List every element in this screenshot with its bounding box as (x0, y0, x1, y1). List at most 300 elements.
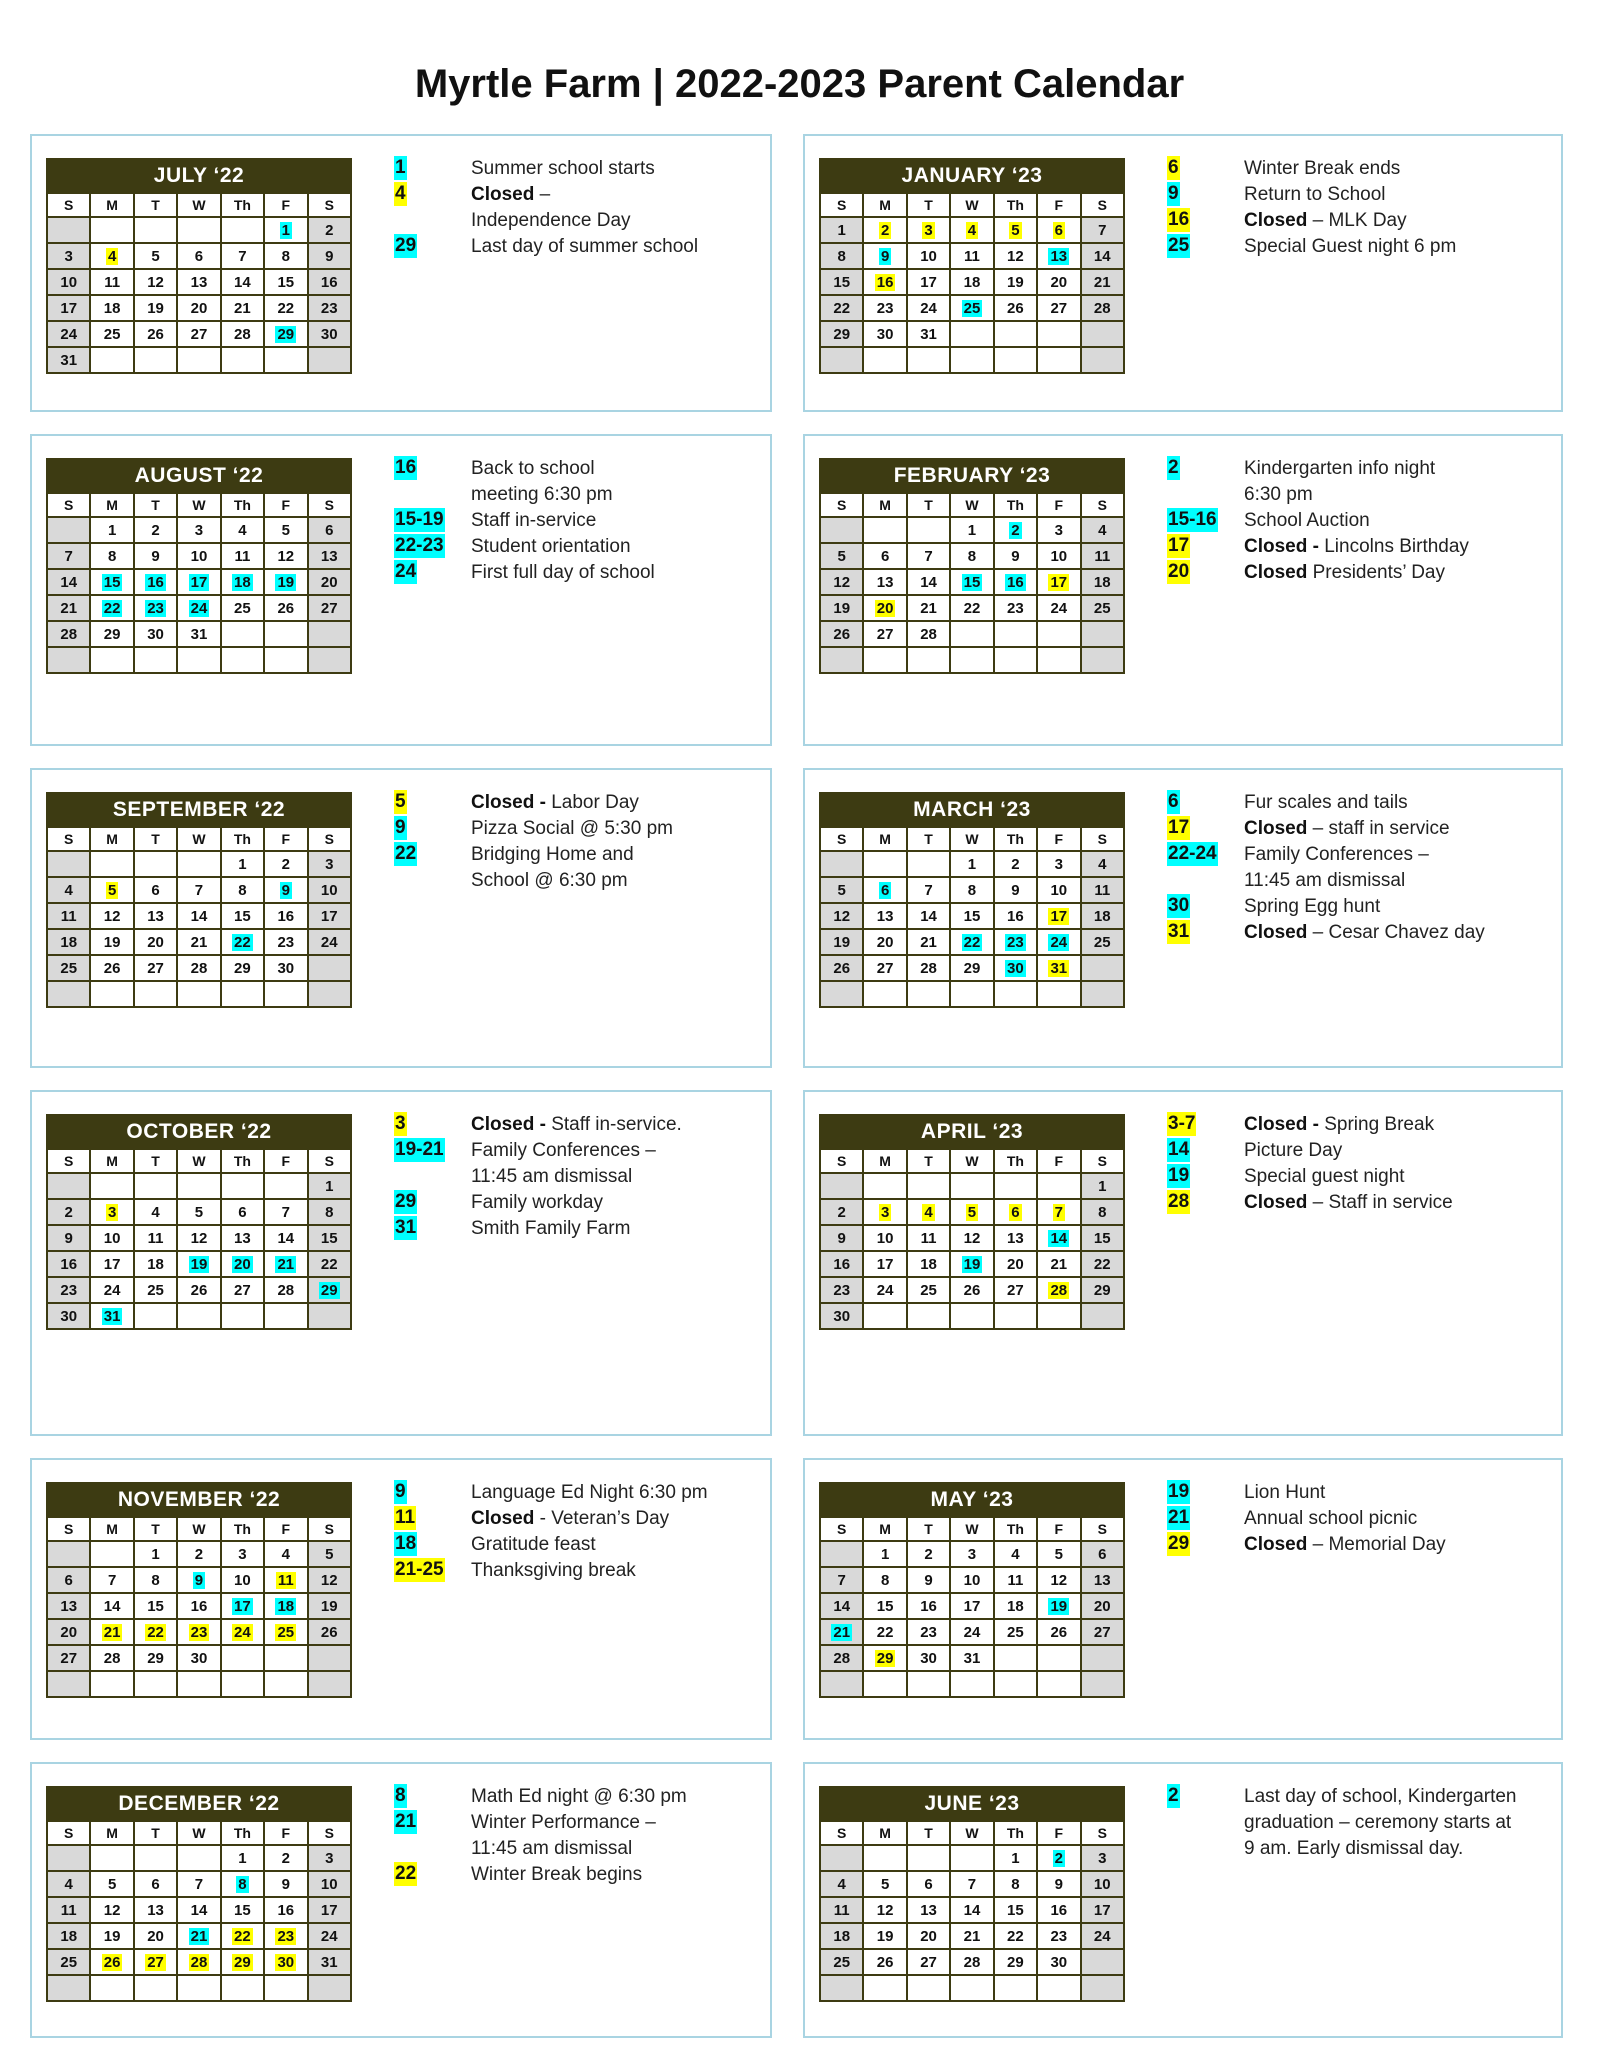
empty-day (264, 621, 307, 647)
calendar-day: 10 (90, 1225, 133, 1251)
month-calendar (46, 458, 352, 674)
calendar-day: 15 (308, 1225, 351, 1251)
calendar-day: 13 (177, 269, 220, 295)
month-panel (803, 768, 1563, 1068)
event-description: Fur scales and tails (1244, 792, 1408, 813)
highlighted-day: 9 (281, 881, 290, 899)
calendar-day: 31 (907, 321, 950, 347)
event-item (394, 816, 764, 842)
event-date: 15-19 (395, 509, 444, 530)
calendar-day: 26 (820, 955, 863, 981)
highlighted-day: 17 (190, 573, 208, 591)
event-closed-label: Closed (1244, 922, 1308, 943)
event-item (1167, 790, 1555, 816)
weekday-header: F (1037, 1821, 1080, 1845)
event-item (394, 1190, 764, 1216)
highlighted-day: 2 (880, 221, 890, 239)
empty-day (90, 647, 133, 673)
highlighted-day: 23 (1007, 933, 1024, 951)
weekday-header: S (1081, 1821, 1124, 1845)
highlighted-day: 22 (234, 933, 251, 951)
event-closed-label: Closed - (471, 1114, 552, 1135)
calendar-day: 2 (994, 851, 1037, 877)
event-list (394, 156, 764, 260)
calendar-day: 25 (90, 321, 133, 347)
empty-day (820, 981, 863, 1007)
weekday-header: M (863, 1821, 906, 1845)
calendar-day: 9 (994, 877, 1037, 903)
event-date: 11 (395, 1507, 416, 1528)
calendar-day: 12 (820, 903, 863, 929)
event-description: School @ 6:30 pm (471, 870, 628, 891)
calendar-day (177, 1567, 220, 1593)
highlighted-day: 28 (1050, 1281, 1068, 1299)
highlighted-day: 20 (234, 1255, 251, 1273)
calendar-day: 1 (90, 517, 133, 543)
event-item (394, 208, 764, 234)
event-description: Language Ed Night 6:30 pm (471, 1482, 708, 1503)
calendar-day: 11 (134, 1225, 177, 1251)
empty-day (90, 217, 133, 243)
event-item (1167, 1190, 1555, 1216)
weekday-header: Th (221, 193, 264, 217)
calendar-day: 18 (134, 1251, 177, 1277)
calendar-day: 20 (134, 1923, 177, 1949)
event-item (394, 1216, 764, 1242)
calendar-day: 5 (177, 1199, 220, 1225)
empty-day (264, 347, 307, 373)
calendar-day: 6 (134, 877, 177, 903)
calendar-day: 29 (90, 621, 133, 647)
event-date: 19 (1168, 1481, 1190, 1502)
calendar-day (264, 1593, 307, 1619)
calendar-day: 18 (47, 1923, 90, 1949)
calendar-day: 14 (90, 1593, 133, 1619)
empty-day (1081, 1303, 1124, 1329)
calendar-day (264, 1251, 307, 1277)
event-list (1167, 1784, 1555, 1862)
calendar-day: 23 (820, 1277, 863, 1303)
weekday-header: F (1037, 493, 1080, 517)
calendar-day (264, 877, 307, 903)
empty-day (221, 981, 264, 1007)
calendar-day: 29 (221, 955, 264, 981)
event-closed-label: Closed (1244, 562, 1308, 583)
calendar-day: 15 (950, 903, 993, 929)
event-date: 6 (1168, 791, 1179, 812)
highlighted-day: 29 (876, 1649, 894, 1667)
calendar-day: 7 (820, 1567, 863, 1593)
month-calendar (819, 1114, 1125, 1330)
calendar-day: 25 (1081, 929, 1124, 955)
event-list (394, 456, 764, 586)
event-text (1244, 182, 1386, 208)
empty-day (820, 851, 863, 877)
calendar-day: 12 (90, 1897, 133, 1923)
calendar-day: 25 (47, 1949, 90, 1975)
event-list (394, 790, 764, 894)
calendar-day: 21 (47, 595, 90, 621)
calendar-day (221, 929, 264, 955)
empty-day (820, 647, 863, 673)
calendar-day: 27 (994, 1277, 1037, 1303)
event-description: Pizza Social @ 5:30 pm (471, 818, 673, 839)
calendar-day (90, 595, 133, 621)
calendar-day: 24 (308, 1923, 351, 1949)
event-text (471, 1810, 656, 1836)
event-description: – Memorial Day (1307, 1534, 1446, 1555)
calendar-day: 16 (1037, 1897, 1080, 1923)
calendar-day (1037, 929, 1080, 955)
month-panel (30, 1090, 772, 1436)
calendar-day: 21 (221, 295, 264, 321)
event-item (394, 1836, 764, 1862)
event-text (1244, 816, 1450, 842)
event-item (394, 534, 764, 560)
calendar-day: 4 (1081, 851, 1124, 877)
empty-day (1081, 647, 1124, 673)
calendar-day: 28 (221, 321, 264, 347)
event-text (471, 1112, 682, 1138)
highlighted-day: 3 (924, 221, 933, 239)
event-list (1167, 1112, 1555, 1216)
calendar-day: 16 (907, 1593, 950, 1619)
calendar-day: 24 (47, 321, 90, 347)
weekday-header: S (820, 1821, 863, 1845)
empty-day (863, 851, 906, 877)
calendar-day: 17 (907, 269, 950, 295)
calendar-day: 21 (950, 1923, 993, 1949)
calendar-day: 24 (308, 929, 351, 955)
weekday-header: M (863, 1149, 906, 1173)
empty-day (90, 347, 133, 373)
calendar-day: 1 (994, 1845, 1037, 1871)
event-date: 18 (395, 1533, 417, 1554)
empty-day (264, 647, 307, 673)
highlighted-day: 22 (103, 599, 121, 617)
event-date: 24 (395, 561, 417, 582)
event-text (1244, 920, 1485, 946)
event-description: Lion Hunt (1244, 1482, 1326, 1503)
event-description: Family workday (471, 1192, 603, 1213)
month-title: NOVEMBER ‘22 (47, 1483, 351, 1517)
calendar-day: 9 (820, 1225, 863, 1251)
weekday-header: M (863, 1517, 906, 1541)
event-description: Presidents’ Day (1307, 562, 1445, 583)
empty-day (221, 217, 264, 243)
weekday-header: S (308, 827, 351, 851)
calendar-day: 17 (308, 1897, 351, 1923)
event-text (1244, 1164, 1405, 1190)
event-description: Staff in-service. (551, 1114, 682, 1135)
highlighted-day: 24 (1050, 933, 1068, 951)
empty-day (950, 347, 993, 373)
calendar-day (994, 217, 1037, 243)
highlighted-day: 21 (833, 1623, 851, 1641)
event-date: 17 (1168, 535, 1190, 556)
calendar-day (90, 877, 133, 903)
calendar-day (950, 569, 993, 595)
weekday-header: S (308, 1821, 351, 1845)
calendar-day (1037, 243, 1080, 269)
calendar-day (994, 929, 1037, 955)
weekday-header: T (134, 1821, 177, 1845)
empty-day (950, 321, 993, 347)
event-description: First full day of school (471, 562, 655, 583)
empty-day (1037, 981, 1080, 1007)
empty-day (134, 1845, 177, 1871)
empty-day (1037, 1671, 1080, 1697)
calendar-day: 7 (177, 877, 220, 903)
event-text (471, 842, 634, 868)
highlighted-day: 23 (190, 1623, 208, 1641)
event-item (1167, 1138, 1555, 1164)
event-date: 29 (395, 1191, 417, 1212)
empty-day (47, 1845, 90, 1871)
event-date: 22-24 (1168, 843, 1217, 864)
calendar-day (264, 217, 307, 243)
empty-day (134, 1671, 177, 1697)
weekday-header: W (950, 1821, 993, 1845)
weekday-header: S (1081, 1517, 1124, 1541)
month-calendar (819, 1482, 1125, 1698)
weekday-header: Th (221, 1517, 264, 1541)
calendar-day: 24 (90, 1277, 133, 1303)
calendar-day: 21 (907, 595, 950, 621)
empty-day (863, 347, 906, 373)
event-description: Last day of summer school (471, 236, 699, 257)
calendar-day: 7 (47, 543, 90, 569)
calendar-day: 17 (308, 903, 351, 929)
weekday-header: W (950, 193, 993, 217)
empty-day (950, 1173, 993, 1199)
calendar-day: 22 (820, 295, 863, 321)
empty-day (863, 1975, 906, 2001)
calendar-day: 4 (134, 1199, 177, 1225)
month-panel (803, 1090, 1563, 1436)
calendar-day: 1 (820, 217, 863, 243)
calendar-day: 28 (264, 1277, 307, 1303)
empty-day (1037, 1173, 1080, 1199)
month-title: OCTOBER ‘22 (47, 1115, 351, 1149)
highlighted-day: 4 (924, 1203, 933, 1221)
calendar-day: 15 (820, 269, 863, 295)
highlighted-day: 23 (147, 599, 164, 617)
calendar-day: 13 (994, 1225, 1037, 1251)
highlighted-day: 19 (963, 1255, 981, 1273)
event-item (394, 508, 764, 534)
weekday-header: T (907, 827, 950, 851)
calendar-day (177, 1619, 220, 1645)
event-date: 8 (395, 1785, 406, 1806)
calendar-day: 12 (820, 569, 863, 595)
calendar-day: 7 (221, 243, 264, 269)
month-panel (803, 134, 1563, 412)
event-description: Lincolns Birthday (1324, 536, 1469, 557)
calendar-day (863, 243, 906, 269)
empty-day (994, 981, 1037, 1007)
month-panel (30, 434, 772, 746)
highlighted-day: 24 (234, 1623, 251, 1641)
weekday-header: W (177, 1821, 220, 1845)
weekday-header: S (47, 1517, 90, 1541)
weekday-header: W (950, 1149, 993, 1173)
empty-day (994, 1645, 1037, 1671)
event-description: 11:45 am dismissal (471, 1166, 633, 1187)
event-item (1167, 1784, 1555, 1810)
event-text (1244, 508, 1370, 534)
calendar-day: 15 (863, 1593, 906, 1619)
calendar-day: 9 (264, 1871, 307, 1897)
event-description: 6:30 pm (1244, 484, 1313, 505)
empty-day (177, 647, 220, 673)
calendar-day: 2 (820, 1199, 863, 1225)
event-description: – (534, 184, 551, 205)
calendar-day: 13 (47, 1593, 90, 1619)
calendar-day: 3 (1037, 517, 1080, 543)
month-title: FEBRUARY ‘23 (820, 459, 1124, 493)
calendar-day (177, 569, 220, 595)
calendar-day (820, 1619, 863, 1645)
weekday-header: F (264, 1517, 307, 1541)
event-date: 19 (1168, 1165, 1190, 1186)
calendar-day: 15 (221, 1897, 264, 1923)
calendar-day: 23 (994, 595, 1037, 621)
event-text (1244, 1480, 1325, 1506)
highlighted-day: 29 (234, 1953, 251, 1971)
empty-day (308, 1645, 351, 1671)
calendar-day: 29 (820, 321, 863, 347)
month-calendar (46, 1786, 352, 2002)
event-item (394, 1810, 764, 1836)
calendar-day: 26 (1037, 1619, 1080, 1645)
event-description: Winter Performance – (471, 1812, 656, 1833)
event-date: 22 (395, 843, 417, 864)
empty-day (308, 1671, 351, 1697)
calendar-day: 10 (1037, 543, 1080, 569)
calendar-day (308, 1277, 351, 1303)
calendar-day: 14 (907, 903, 950, 929)
calendar-day: 27 (1081, 1619, 1124, 1645)
weekday-header: M (90, 1517, 133, 1541)
event-item (394, 790, 764, 816)
calendar-day: 2 (177, 1541, 220, 1567)
empty-day (264, 1303, 307, 1329)
calendar-day (221, 569, 264, 595)
event-description: Spring Egg hunt (1244, 896, 1381, 917)
calendar-day: 8 (264, 243, 307, 269)
calendar-day: 28 (907, 955, 950, 981)
calendar-day: 16 (308, 269, 351, 295)
empty-day (47, 1541, 90, 1567)
calendar-day: 2 (308, 217, 351, 243)
calendar-day: 15 (134, 1593, 177, 1619)
event-description: Math Ed night @ 6:30 pm (471, 1786, 687, 1807)
calendar-day (134, 595, 177, 621)
weekday-header: S (47, 493, 90, 517)
month-calendar (46, 1114, 352, 1330)
weekday-header: S (1081, 493, 1124, 517)
calendar-day (994, 517, 1037, 543)
calendar-day: 9 (134, 543, 177, 569)
highlighted-day: 18 (234, 573, 251, 591)
calendar-day (221, 1923, 264, 1949)
calendar-day: 27 (47, 1645, 90, 1671)
event-date: 3 (395, 1113, 406, 1134)
empty-day (308, 347, 351, 373)
event-text (1244, 482, 1313, 508)
empty-day (90, 1173, 133, 1199)
empty-day (1037, 321, 1080, 347)
event-date: 17 (1168, 817, 1190, 838)
empty-day (1081, 321, 1124, 347)
calendar-day: 30 (308, 321, 351, 347)
event-text (471, 456, 595, 482)
highlighted-day: 16 (1007, 573, 1024, 591)
calendar-day (221, 1619, 264, 1645)
calendar-day: 6 (907, 1871, 950, 1897)
event-text (1244, 894, 1380, 920)
event-closed-label: Closed (1244, 210, 1308, 231)
event-item (1167, 842, 1555, 868)
event-text (471, 816, 673, 842)
event-item (1167, 560, 1555, 586)
event-text (1244, 1810, 1511, 1836)
calendar-day: 8 (863, 1567, 906, 1593)
empty-day (221, 1173, 264, 1199)
event-text (471, 156, 655, 182)
calendar-day: 23 (1037, 1923, 1080, 1949)
event-text (471, 234, 698, 260)
calendar-day: 30 (820, 1303, 863, 1329)
calendar-day: 1 (950, 517, 993, 543)
calendar-day: 10 (177, 543, 220, 569)
highlighted-day: 6 (880, 881, 890, 899)
highlighted-day: 25 (963, 299, 981, 317)
weekday-header: M (90, 827, 133, 851)
calendar-day: 5 (264, 517, 307, 543)
calendar-day: 9 (308, 243, 351, 269)
calendar-day: 21 (1081, 269, 1124, 295)
calendar-day: 26 (90, 955, 133, 981)
calendar-day: 12 (90, 903, 133, 929)
calendar-day (264, 1567, 307, 1593)
calendar-day: 3 (308, 1845, 351, 1871)
highlighted-day: 22 (147, 1623, 164, 1641)
calendar-day: 25 (820, 1949, 863, 1975)
calendar-day: 30 (907, 1645, 950, 1671)
calendar-day: 18 (1081, 569, 1124, 595)
calendar-day (950, 929, 993, 955)
calendar-day: 4 (221, 517, 264, 543)
empty-day (90, 851, 133, 877)
empty-day (177, 981, 220, 1007)
calendar-day: 5 (820, 877, 863, 903)
event-date: 29 (395, 235, 417, 256)
event-text (471, 1532, 596, 1558)
event-item (394, 1164, 764, 1190)
calendar-day (1037, 1845, 1080, 1871)
empty-day (90, 1975, 133, 2001)
event-description: School Auction (1244, 510, 1370, 531)
event-date: 25 (1168, 235, 1190, 256)
calendar-day: 26 (134, 321, 177, 347)
event-text (1244, 1532, 1446, 1558)
event-list (394, 1784, 764, 1888)
empty-day (950, 1303, 993, 1329)
empty-day (264, 1671, 307, 1697)
calendar-day: 13 (308, 543, 351, 569)
